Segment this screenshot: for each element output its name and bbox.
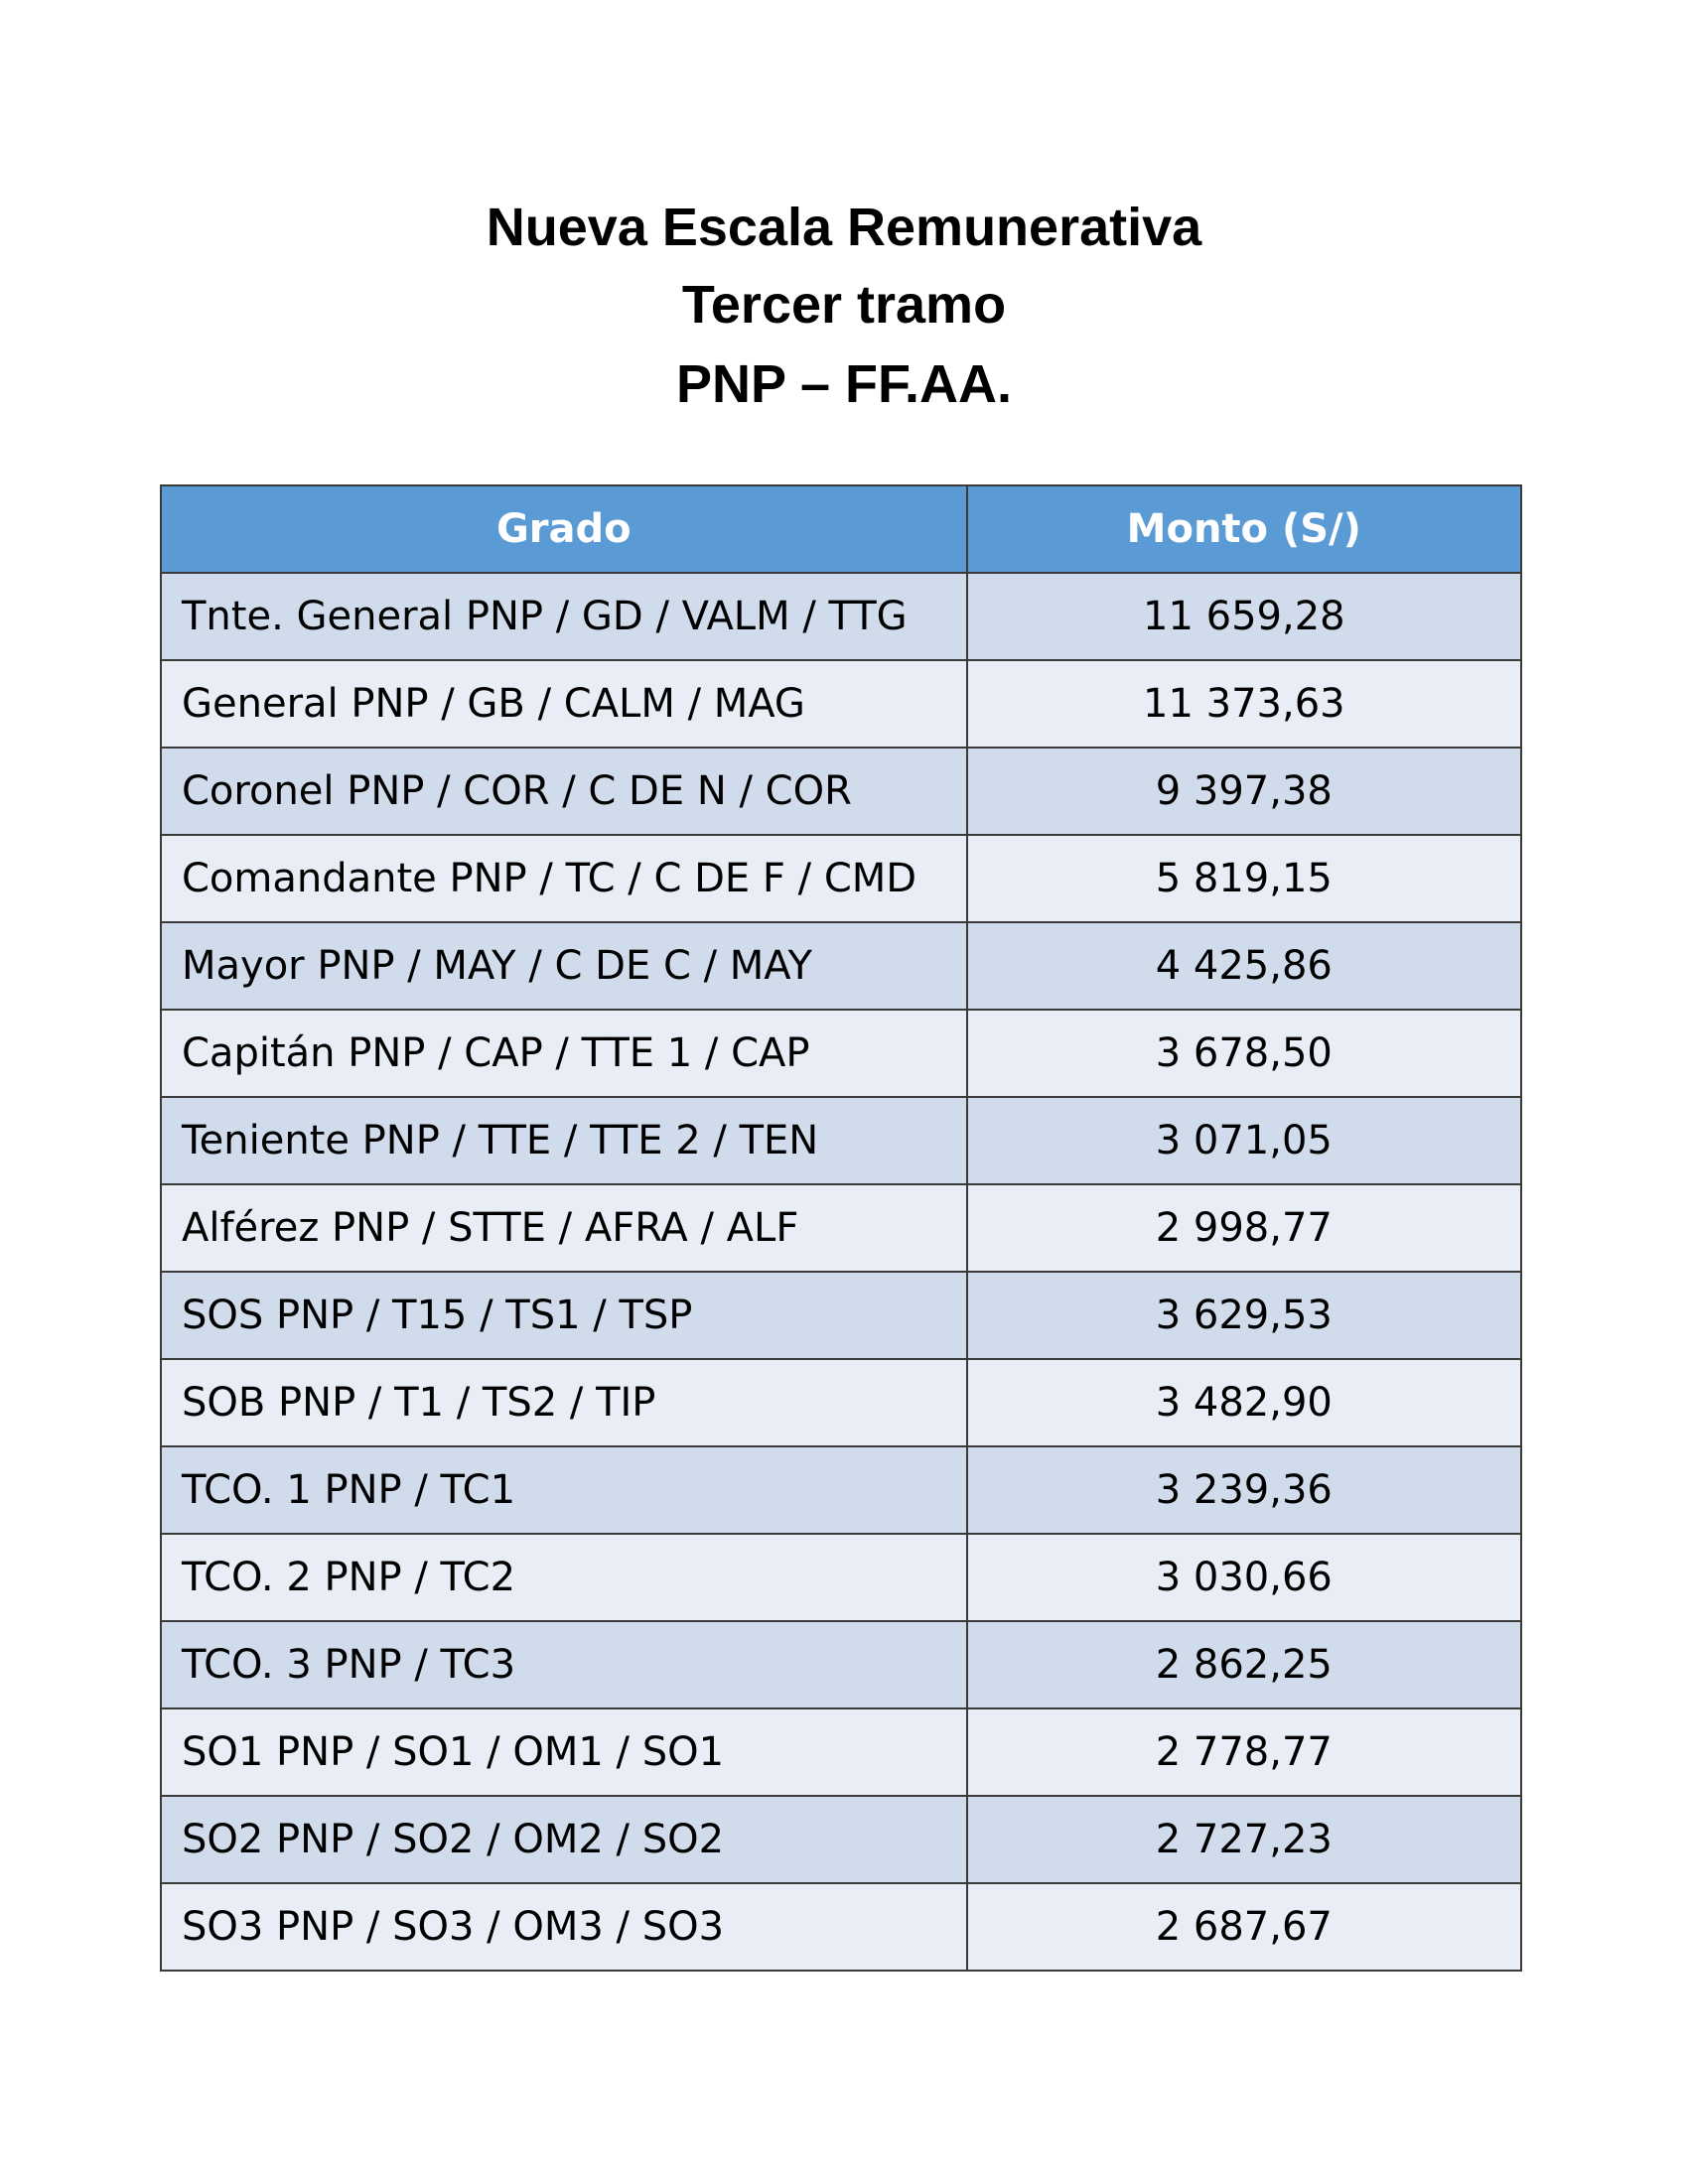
grado-cell: SOB PNP / T1 / TS2 / TIP bbox=[161, 1359, 967, 1446]
table-row bbox=[161, 1272, 1521, 1359]
title-line-main: Nueva Escala Remunerativa bbox=[486, 198, 1202, 257]
table-row bbox=[161, 1097, 1521, 1184]
grado-cell: TCO. 2 PNP / TC2 bbox=[161, 1534, 967, 1621]
monto-cell: 3 482,90 bbox=[967, 1359, 1521, 1446]
monto-cell: 2 998,77 bbox=[967, 1184, 1521, 1272]
grado-cell: TCO. 1 PNP / TC1 bbox=[161, 1446, 967, 1534]
grado-cell: Coronel PNP / COR / C DE N / COR bbox=[161, 748, 967, 835]
table-body bbox=[161, 573, 1521, 1971]
monto-cell: 2 778,77 bbox=[967, 1708, 1521, 1796]
monto-cell: 9 397,38 bbox=[967, 748, 1521, 835]
grado-cell: SO3 PNP / SO3 / OM3 / SO3 bbox=[161, 1883, 967, 1971]
table-row bbox=[161, 1359, 1521, 1446]
monto-cell: 3 629,53 bbox=[967, 1272, 1521, 1359]
table-row bbox=[161, 1446, 1521, 1534]
table-row bbox=[161, 1796, 1521, 1883]
monto-cell: 3 239,36 bbox=[967, 1446, 1521, 1534]
table-row bbox=[161, 1184, 1521, 1272]
salary-scale-table bbox=[160, 484, 1522, 1972]
grado-cell: Capitán PNP / CAP / TTE 1 / CAP bbox=[161, 1010, 967, 1097]
column-header-grado: Grado bbox=[161, 485, 967, 573]
monto-cell: 3 678,50 bbox=[967, 1010, 1521, 1097]
monto-cell: 2 862,25 bbox=[967, 1621, 1521, 1708]
table-row bbox=[161, 748, 1521, 835]
title-line-organization: PNP – FF.AA. bbox=[675, 354, 1013, 414]
table-row bbox=[161, 660, 1521, 748]
monto-cell: 2 687,67 bbox=[967, 1883, 1521, 1971]
monto-cell: 3 071,05 bbox=[967, 1097, 1521, 1184]
grado-cell: Teniente PNP / TTE / TTE 2 / TEN bbox=[161, 1097, 967, 1184]
table-row bbox=[161, 1883, 1521, 1971]
table-row bbox=[161, 922, 1521, 1010]
table-row bbox=[161, 1621, 1521, 1708]
grado-cell: Comandante PNP / TC / C DE F / CMD bbox=[161, 835, 967, 922]
table-row bbox=[161, 1534, 1521, 1621]
grado-cell: Mayor PNP / MAY / C DE C / MAY bbox=[161, 922, 967, 1010]
grado-cell: SO1 PNP / SO1 / OM1 / SO1 bbox=[161, 1708, 967, 1796]
table-row bbox=[161, 835, 1521, 922]
column-header-monto: Monto (S/) bbox=[967, 485, 1521, 573]
grado-cell: SO2 PNP / SO2 / OM2 / SO2 bbox=[161, 1796, 967, 1883]
monto-cell: 5 819,15 bbox=[967, 835, 1521, 922]
table-row bbox=[161, 573, 1521, 660]
grado-cell: Alférez PNP / STTE / AFRA / ALF bbox=[161, 1184, 967, 1272]
table-row bbox=[161, 1708, 1521, 1796]
title-line-subtitle: Tercer tramo bbox=[681, 275, 1007, 335]
grado-cell: TCO. 3 PNP / TC3 bbox=[161, 1621, 967, 1708]
monto-cell: 11 659,28 bbox=[967, 573, 1521, 660]
monto-cell: 4 425,86 bbox=[967, 922, 1521, 1010]
table-header-row bbox=[161, 485, 1521, 573]
grado-cell: General PNP / GB / CALM / MAG bbox=[161, 660, 967, 748]
table-row bbox=[161, 1010, 1521, 1097]
monto-cell: 3 030,66 bbox=[967, 1534, 1521, 1621]
monto-cell: 2 727,23 bbox=[967, 1796, 1521, 1883]
grado-cell: SOS PNP / T15 / TS1 / TSP bbox=[161, 1272, 967, 1359]
monto-cell: 11 373,63 bbox=[967, 660, 1521, 748]
grado-cell: Tnte. General PNP / GD / VALM / TTG bbox=[161, 573, 967, 660]
